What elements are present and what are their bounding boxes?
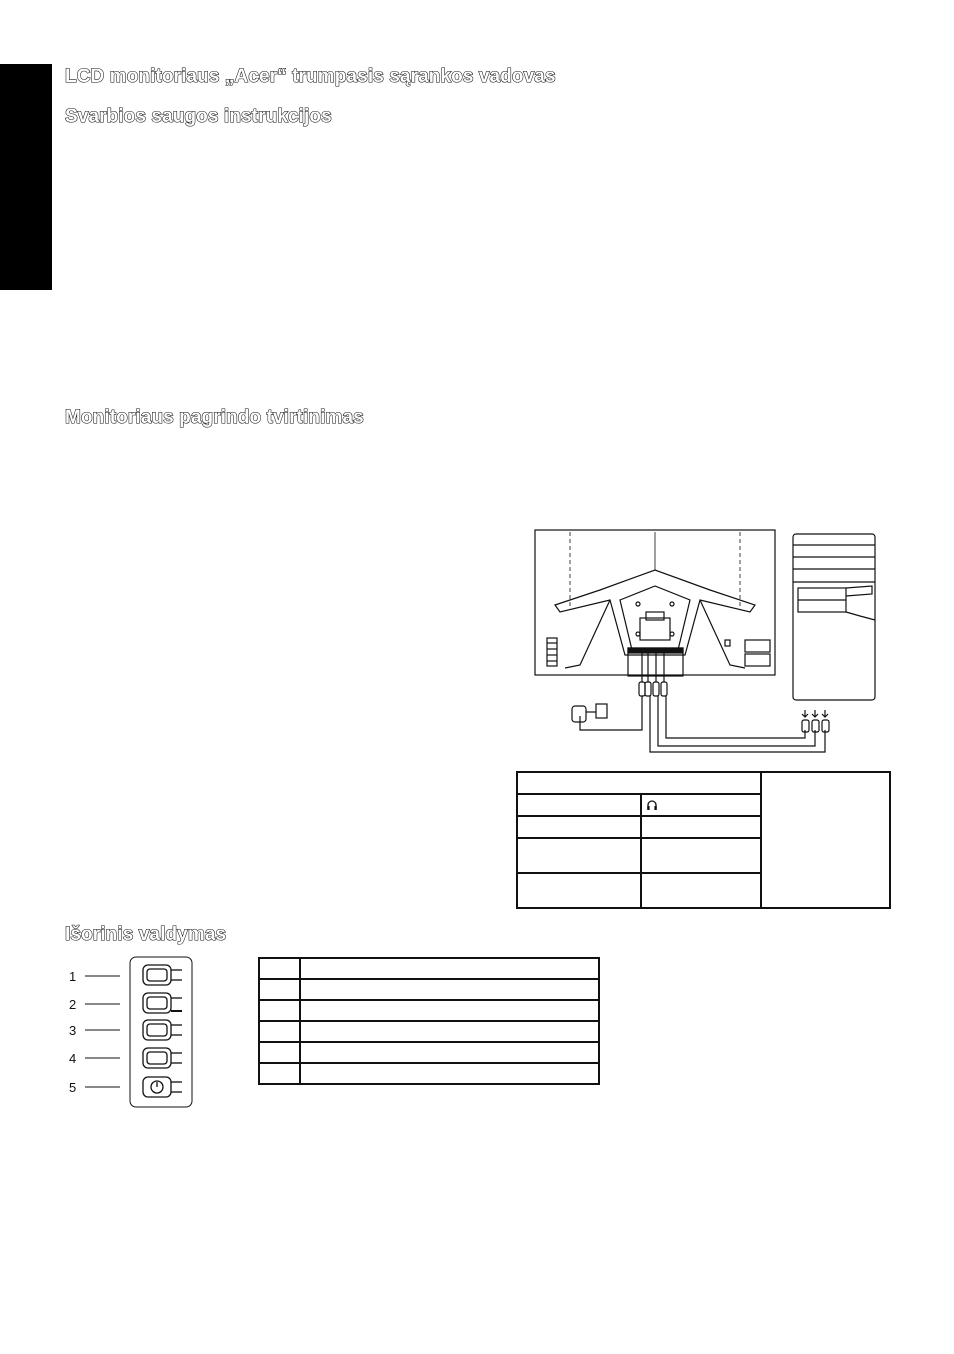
table-cell [300, 1021, 599, 1042]
table-row [259, 958, 599, 979]
language-side-tab [0, 64, 52, 290]
connection-diagram [500, 520, 900, 770]
controls-table [258, 957, 600, 1085]
table-cell [641, 838, 761, 873]
table-cell [517, 816, 641, 838]
control-label-1: 1 [69, 969, 77, 984]
table-cell [259, 1021, 300, 1042]
control-label-2: 2 [69, 997, 77, 1012]
section-heading-controls: Išorinis valdymas [65, 924, 227, 945]
section-heading-safety: Svarbios saugos instrukcijos [65, 106, 332, 127]
table-cell [259, 1063, 300, 1084]
button-2 [143, 993, 182, 1013]
table-cell [300, 1063, 599, 1084]
connection-table [516, 771, 891, 909]
table-row [259, 1000, 599, 1021]
table-row [259, 979, 599, 1000]
control-panel-illustration [60, 955, 210, 1115]
table-cell [300, 958, 599, 979]
table-cell [641, 794, 761, 816]
table-cell [259, 979, 300, 1000]
table-row [259, 1021, 599, 1042]
table-header-cell [517, 772, 761, 794]
table-row [259, 1042, 599, 1063]
button-4 [143, 1048, 182, 1068]
section-heading-base: Monitoriaus pagrindo tvirtinimas [65, 407, 364, 428]
table-cell [300, 979, 599, 1000]
table-cell [300, 1042, 599, 1063]
table-cell [641, 873, 761, 908]
table-cell [517, 873, 641, 908]
headphone-icon [646, 799, 658, 811]
control-label-4: 4 [69, 1051, 77, 1066]
table-cell [641, 816, 761, 838]
power-button [143, 1077, 182, 1097]
table-cell [300, 1000, 599, 1021]
page-title: LCD monitoriaus „Acer“ trumpasis sąrankos vadovas [65, 66, 556, 87]
control-panel-body [130, 957, 192, 1107]
button-1 [143, 965, 182, 985]
control-label-3: 3 [69, 1023, 77, 1038]
control-label-5: 5 [69, 1080, 77, 1095]
power-adapter [572, 706, 586, 722]
table-row [259, 1063, 599, 1084]
control-buttons-diagram [60, 955, 210, 1115]
button-3 [143, 1020, 182, 1040]
table-side-cell [761, 772, 890, 908]
table-cell [517, 838, 641, 873]
table-cell [259, 1042, 300, 1063]
table-cell [259, 1000, 300, 1021]
table-cell [517, 794, 641, 816]
table-cell [259, 958, 300, 979]
